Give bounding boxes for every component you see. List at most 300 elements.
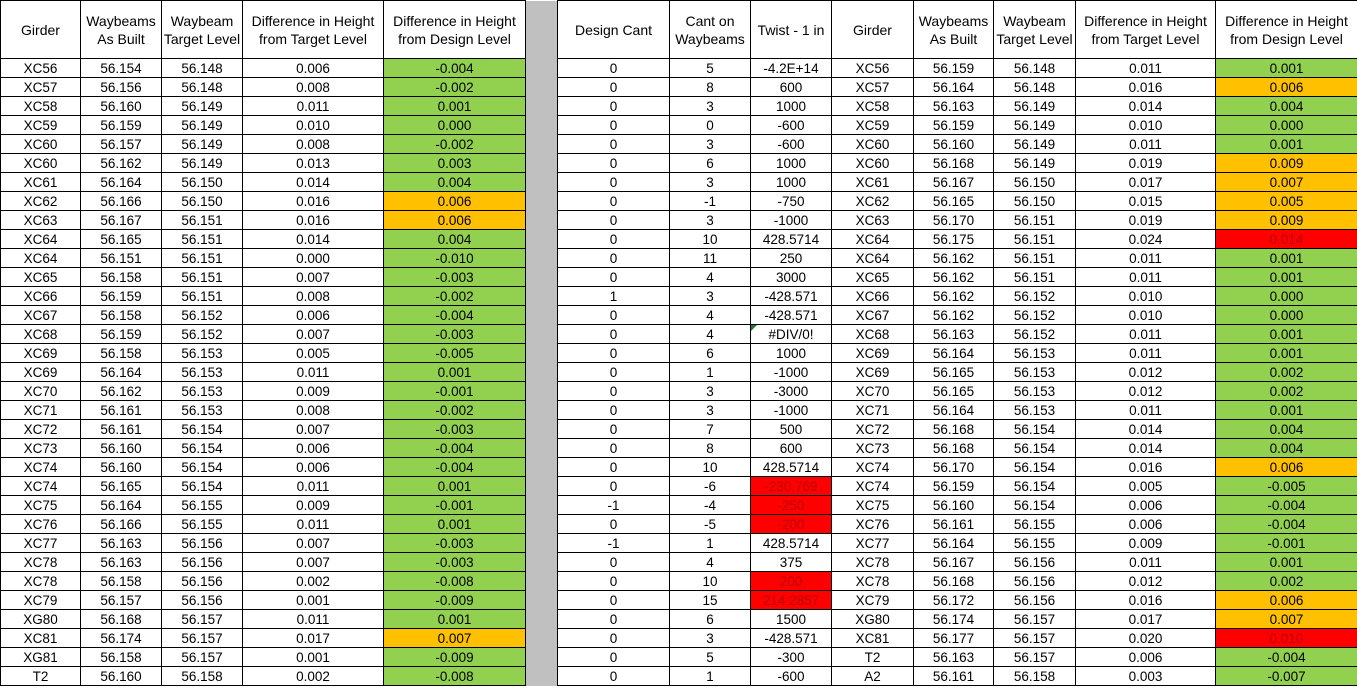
- target-level-cell-2: 56.156: [994, 591, 1076, 610]
- design-cant-cell: 0: [558, 591, 670, 610]
- girder-cell-2: XC70: [832, 382, 914, 401]
- target-level-cell-2: 56.152: [994, 325, 1076, 344]
- diff-design-cell: 0.001: [384, 477, 526, 496]
- diff-design-cell: 0.004: [384, 230, 526, 249]
- girder-cell-2: XC58: [832, 97, 914, 116]
- diff-design-cell-2: -0.005: [1216, 477, 1357, 496]
- header-row: [1, 1, 1357, 59]
- diff-target-cell: 0.011: [243, 610, 384, 629]
- twist-cell: -1000: [751, 363, 832, 382]
- target-level-cell-2: 56.151: [994, 268, 1076, 287]
- as-built-cell: 56.157: [81, 591, 162, 610]
- diff-design-cell: -0.009: [384, 591, 526, 610]
- as-built-cell: 56.160: [81, 458, 162, 477]
- design-cant-cell: 0: [558, 382, 670, 401]
- target-level-cell: 56.149: [162, 135, 243, 154]
- girder-cell: XC69: [1, 363, 81, 382]
- as-built-cell-2: 56.168: [914, 154, 994, 173]
- target-level-cell-2: 56.151: [994, 211, 1076, 230]
- twist-cell: 600: [751, 439, 832, 458]
- twist-cell: 1000: [751, 154, 832, 173]
- girder-cell: XC69: [1, 344, 81, 363]
- target-level-cell: 56.158: [162, 667, 243, 686]
- girder-cell-2: XC67: [832, 306, 914, 325]
- design-cant-cell: 0: [558, 344, 670, 363]
- as-built-cell-2: 56.165: [914, 382, 994, 401]
- as-built-cell: 56.174: [81, 629, 162, 648]
- diff-design-cell-2: 0.007: [1216, 610, 1357, 629]
- header-girder: Girder: [1, 1, 81, 59]
- diff-target-cell: 0.011: [243, 363, 384, 382]
- diff-design-cell-2: 0.001: [1216, 59, 1357, 78]
- as-built-cell: 56.160: [81, 667, 162, 686]
- diff-design-cell-2: 0.001: [1216, 135, 1357, 154]
- as-built-cell: 56.164: [81, 363, 162, 382]
- diff-target-cell-2: 0.020: [1076, 629, 1216, 648]
- diff-design-cell-2: -0.004: [1216, 496, 1357, 515]
- diff-design-cell-2: 0.001: [1216, 344, 1357, 363]
- girder-cell: XC60: [1, 154, 81, 173]
- cant-cell: 3: [670, 211, 751, 230]
- design-cant-cell: 0: [558, 629, 670, 648]
- as-built-cell-2: 56.162: [914, 306, 994, 325]
- diff-design-cell: 0.006: [384, 211, 526, 230]
- design-cant-cell: 0: [558, 667, 670, 686]
- diff-design-cell-2: -0.004: [1216, 515, 1357, 534]
- gap-column: [526, 211, 558, 230]
- target-level-cell-2: 56.154: [994, 439, 1076, 458]
- table-row: [1, 515, 1357, 534]
- diff-design-cell: -0.003: [384, 325, 526, 344]
- header-waybeams-as-built-2: Waybeams As Built: [914, 1, 994, 59]
- gap-column: [526, 154, 558, 173]
- diff-design-cell: -0.003: [384, 268, 526, 287]
- diff-design-cell-2: 0.004: [1216, 439, 1357, 458]
- target-level-cell-2: 56.148: [994, 59, 1076, 78]
- diff-design-cell: 0.001: [384, 610, 526, 629]
- design-cant-cell: 0: [558, 116, 670, 135]
- header-diff-target: Difference in Height from Target Level: [243, 1, 384, 59]
- diff-design-cell: -0.003: [384, 534, 526, 553]
- girder-cell-2: XC69: [832, 344, 914, 363]
- cant-cell: 10: [670, 230, 751, 249]
- target-level-cell: 56.151: [162, 268, 243, 287]
- twist-cell: -1000: [751, 401, 832, 420]
- target-level-cell: 56.153: [162, 363, 243, 382]
- as-built-cell-2: 56.163: [914, 648, 994, 667]
- table-row: [1, 78, 1357, 97]
- as-built-cell-2: 56.162: [914, 268, 994, 287]
- diff-design-cell: -0.010: [384, 249, 526, 268]
- design-cant-cell: 1: [558, 287, 670, 306]
- table-row: [1, 192, 1357, 211]
- girder-cell-2: XC62: [832, 192, 914, 211]
- design-cant-cell: 0: [558, 325, 670, 344]
- header-cant-on-waybeams: Cant on Waybeams: [670, 1, 751, 59]
- diff-target-cell: 0.008: [243, 287, 384, 306]
- gap-column: [526, 268, 558, 287]
- design-cant-cell: 0: [558, 59, 670, 78]
- gap-column: [526, 610, 558, 629]
- design-cant-cell: 0: [558, 515, 670, 534]
- girder-cell-2: XC74: [832, 458, 914, 477]
- table-row: [1, 230, 1357, 249]
- diff-target-cell-2: 0.011: [1076, 268, 1216, 287]
- diff-design-cell: -0.003: [384, 420, 526, 439]
- cant-cell: 1: [670, 363, 751, 382]
- diff-target-cell-2: 0.011: [1076, 344, 1216, 363]
- gap-column: [526, 458, 558, 477]
- cant-cell: -6: [670, 477, 751, 496]
- twist-cell: -1000: [751, 211, 832, 230]
- girder-cell: XC71: [1, 401, 81, 420]
- diff-design-cell: -0.002: [384, 287, 526, 306]
- table-row: [1, 97, 1357, 116]
- target-level-cell: 56.149: [162, 116, 243, 135]
- header-twist: Twist - 1 in: [751, 1, 832, 59]
- as-built-cell-2: 56.159: [914, 59, 994, 78]
- twist-cell: #DIV/0!: [751, 325, 832, 344]
- diff-design-cell-2: -0.004: [1216, 648, 1357, 667]
- girder-cell-2: XC81: [832, 629, 914, 648]
- as-built-cell-2: 56.170: [914, 211, 994, 230]
- girder-cell: XC64: [1, 249, 81, 268]
- target-level-cell-2: 56.148: [994, 78, 1076, 97]
- diff-target-cell-2: 0.003: [1076, 667, 1216, 686]
- diff-target-cell: 0.002: [243, 572, 384, 591]
- target-level-cell-2: 56.153: [994, 363, 1076, 382]
- diff-target-cell-2: 0.014: [1076, 97, 1216, 116]
- diff-target-cell: 0.005: [243, 344, 384, 363]
- diff-design-cell-2: 0.006: [1216, 458, 1357, 477]
- cant-cell: 1: [670, 667, 751, 686]
- target-level-cell-2: 56.155: [994, 534, 1076, 553]
- girder-cell-2: XG80: [832, 610, 914, 629]
- as-built-cell-2: 56.172: [914, 591, 994, 610]
- target-level-cell-2: 56.151: [994, 249, 1076, 268]
- cant-cell: -1: [670, 192, 751, 211]
- diff-target-cell: 0.016: [243, 211, 384, 230]
- cant-cell: 15: [670, 591, 751, 610]
- gap-column: [526, 135, 558, 154]
- girder-cell: XC62: [1, 192, 81, 211]
- target-level-cell: 56.156: [162, 572, 243, 591]
- girder-cell: XC56: [1, 59, 81, 78]
- diff-target-cell: 0.016: [243, 192, 384, 211]
- table-row: [1, 401, 1357, 420]
- girder-cell-2: XC59: [832, 116, 914, 135]
- girder-cell: XC59: [1, 116, 81, 135]
- diff-target-cell: 0.007: [243, 553, 384, 572]
- target-level-cell: 56.151: [162, 211, 243, 230]
- as-built-cell: 56.158: [81, 572, 162, 591]
- girder-cell: XC58: [1, 97, 81, 116]
- diff-design-cell: 0.007: [384, 629, 526, 648]
- gap-column: [526, 59, 558, 78]
- diff-target-cell: 0.007: [243, 325, 384, 344]
- girder-cell: XC74: [1, 477, 81, 496]
- as-built-cell: 56.167: [81, 211, 162, 230]
- design-cant-cell: 0: [558, 154, 670, 173]
- diff-design-cell-2: 0.006: [1216, 591, 1357, 610]
- girder-cell: XC76: [1, 515, 81, 534]
- diff-design-cell-2: 0.002: [1216, 382, 1357, 401]
- diff-target-cell: 0.000: [243, 249, 384, 268]
- as-built-cell-2: 56.165: [914, 192, 994, 211]
- diff-design-cell-2: 0.009: [1216, 211, 1357, 230]
- diff-design-cell: 0.001: [384, 97, 526, 116]
- header-design-cant: Design Cant: [558, 1, 670, 59]
- girder-cell: XC63: [1, 211, 81, 230]
- as-built-cell: 56.159: [81, 287, 162, 306]
- diff-design-cell: -0.002: [384, 135, 526, 154]
- diff-target-cell: 0.006: [243, 59, 384, 78]
- diff-design-cell-2: 0.001: [1216, 325, 1357, 344]
- diff-target-cell-2: 0.017: [1076, 173, 1216, 192]
- as-built-cell-2: 56.162: [914, 249, 994, 268]
- design-cant-cell: 0: [558, 249, 670, 268]
- target-level-cell: 56.155: [162, 515, 243, 534]
- as-built-cell: 56.159: [81, 116, 162, 135]
- diff-design-cell-2: 0.014: [1216, 230, 1357, 249]
- diff-target-cell: 0.007: [243, 268, 384, 287]
- diff-target-cell: 0.009: [243, 496, 384, 515]
- as-built-cell: 56.166: [81, 515, 162, 534]
- gap-column: [526, 496, 558, 515]
- design-cant-cell: 0: [558, 420, 670, 439]
- design-cant-cell: 0: [558, 173, 670, 192]
- table-row: [1, 59, 1357, 78]
- header-diff-design-2: Difference in Height from Design Level: [1216, 1, 1357, 59]
- as-built-cell-2: 56.175: [914, 230, 994, 249]
- design-cant-cell: 0: [558, 477, 670, 496]
- target-level-cell-2: 56.157: [994, 648, 1076, 667]
- target-level-cell: 56.152: [162, 306, 243, 325]
- target-level-cell: 56.153: [162, 344, 243, 363]
- girder-cell-2: XC76: [832, 515, 914, 534]
- girder-cell-2: XC64: [832, 230, 914, 249]
- as-built-cell-2: 56.167: [914, 173, 994, 192]
- twist-cell: 500: [751, 420, 832, 439]
- diff-design-cell-2: 0.001: [1216, 401, 1357, 420]
- table-row: [1, 648, 1357, 667]
- as-built-cell: 56.164: [81, 173, 162, 192]
- diff-target-cell: 0.006: [243, 439, 384, 458]
- as-built-cell: 56.162: [81, 382, 162, 401]
- table-row: [1, 591, 1357, 610]
- girder-cell: XC79: [1, 591, 81, 610]
- diff-target-cell-2: 0.016: [1076, 458, 1216, 477]
- twist-cell: -428.571: [751, 306, 832, 325]
- gap-column: [526, 515, 558, 534]
- diff-design-cell-2: 0.007: [1216, 173, 1357, 192]
- cant-cell: 10: [670, 458, 751, 477]
- gap-column: [526, 534, 558, 553]
- gap-column: [526, 477, 558, 496]
- girder-cell-2: XC78: [832, 572, 914, 591]
- design-cant-cell: 0: [558, 439, 670, 458]
- diff-target-cell-2: 0.024: [1076, 230, 1216, 249]
- diff-target-cell-2: 0.006: [1076, 496, 1216, 515]
- gap-column: [526, 363, 558, 382]
- target-level-cell-2: 56.149: [994, 116, 1076, 135]
- cant-cell: 3: [670, 135, 751, 154]
- gap-column: [526, 667, 558, 686]
- diff-target-cell: 0.009: [243, 382, 384, 401]
- target-level-cell: 56.151: [162, 249, 243, 268]
- diff-target-cell-2: 0.006: [1076, 648, 1216, 667]
- twist-cell: -600: [751, 135, 832, 154]
- as-built-cell-2: 56.174: [914, 610, 994, 629]
- diff-design-cell-2: 0.001: [1216, 249, 1357, 268]
- girder-cell: XC73: [1, 439, 81, 458]
- as-built-cell-2: 56.162: [914, 287, 994, 306]
- table-row: [1, 268, 1357, 287]
- diff-target-cell: 0.014: [243, 230, 384, 249]
- cant-cell: 0: [670, 116, 751, 135]
- girder-cell: XC77: [1, 534, 81, 553]
- as-built-cell: 56.165: [81, 230, 162, 249]
- as-built-cell-2: 56.160: [914, 496, 994, 515]
- cant-cell: 3: [670, 629, 751, 648]
- diff-target-cell-2: 0.012: [1076, 363, 1216, 382]
- diff-target-cell-2: 0.010: [1076, 287, 1216, 306]
- diff-design-cell: 0.003: [384, 154, 526, 173]
- header-waybeam-target-level-2: Waybeam Target Level: [994, 1, 1076, 59]
- girder-cell-2: XC69: [832, 363, 914, 382]
- as-built-cell: 56.158: [81, 268, 162, 287]
- table-row: [1, 477, 1357, 496]
- diff-design-cell: 0.001: [384, 363, 526, 382]
- girder-cell: XC66: [1, 287, 81, 306]
- cant-cell: 7: [670, 420, 751, 439]
- target-level-cell: 56.156: [162, 591, 243, 610]
- girder-cell: XG81: [1, 648, 81, 667]
- target-level-cell-2: 56.153: [994, 344, 1076, 363]
- diff-target-cell-2: 0.015: [1076, 192, 1216, 211]
- diff-design-cell-2: 0.002: [1216, 572, 1357, 591]
- target-level-cell-2: 56.153: [994, 401, 1076, 420]
- girder-cell: XC72: [1, 420, 81, 439]
- girder-cell-2: XC78: [832, 553, 914, 572]
- target-level-cell-2: 56.155: [994, 515, 1076, 534]
- girder-cell-2: A2: [832, 667, 914, 686]
- twist-cell: -230.769: [751, 477, 832, 496]
- as-built-cell-2: 56.168: [914, 439, 994, 458]
- target-level-cell-2: 56.149: [994, 135, 1076, 154]
- target-level-cell-2: 56.154: [994, 420, 1076, 439]
- gap-column: [526, 401, 558, 420]
- target-level-cell: 56.154: [162, 477, 243, 496]
- diff-target-cell: 0.008: [243, 78, 384, 97]
- gap-column: [526, 648, 558, 667]
- girder-cell-2: XC65: [832, 268, 914, 287]
- diff-design-cell-2: 0.005: [1216, 192, 1357, 211]
- table-row: [1, 211, 1357, 230]
- table-row: [1, 135, 1357, 154]
- diff-design-cell-2: 0.006: [1216, 78, 1357, 97]
- twist-cell: -300: [751, 648, 832, 667]
- diff-target-cell: 0.010: [243, 116, 384, 135]
- twist-cell: 600: [751, 78, 832, 97]
- twist-cell: 375: [751, 553, 832, 572]
- target-level-cell-2: 56.151: [994, 230, 1076, 249]
- diff-target-cell-2: 0.017: [1076, 610, 1216, 629]
- twist-cell: -750: [751, 192, 832, 211]
- design-cant-cell: 0: [558, 306, 670, 325]
- target-level-cell-2: 56.152: [994, 306, 1076, 325]
- diff-target-cell-2: 0.019: [1076, 154, 1216, 173]
- twist-cell: 250: [751, 249, 832, 268]
- gap-column: [526, 382, 558, 401]
- girder-cell-2: XC64: [832, 249, 914, 268]
- twist-cell: 1500: [751, 610, 832, 629]
- target-level-cell: 56.152: [162, 325, 243, 344]
- target-level-cell-2: 56.150: [994, 173, 1076, 192]
- diff-target-cell-2: 0.006: [1076, 515, 1216, 534]
- twist-cell: -600: [751, 667, 832, 686]
- girder-cell-2: XC56: [832, 59, 914, 78]
- diff-target-cell-2: 0.012: [1076, 572, 1216, 591]
- table-row: [1, 344, 1357, 363]
- diff-target-cell: 0.014: [243, 173, 384, 192]
- twist-cell: 1000: [751, 97, 832, 116]
- table-row: [1, 458, 1357, 477]
- design-cant-cell: 0: [558, 78, 670, 97]
- table-row: [1, 496, 1357, 515]
- gap-column: [526, 97, 558, 116]
- twist-cell: -200: [751, 515, 832, 534]
- diff-target-cell-2: 0.011: [1076, 135, 1216, 154]
- gap-column: [526, 287, 558, 306]
- girder-cell: XC57: [1, 78, 81, 97]
- as-built-cell-2: 56.159: [914, 477, 994, 496]
- diff-target-cell: 0.011: [243, 97, 384, 116]
- target-level-cell: 56.154: [162, 420, 243, 439]
- as-built-cell-2: 56.164: [914, 401, 994, 420]
- diff-design-cell: -0.005: [384, 344, 526, 363]
- target-level-cell-2: 56.154: [994, 477, 1076, 496]
- diff-design-cell: -0.004: [384, 59, 526, 78]
- target-level-cell: 56.157: [162, 629, 243, 648]
- table-row: [1, 610, 1357, 629]
- diff-target-cell-2: 0.011: [1076, 325, 1216, 344]
- target-level-cell: 56.153: [162, 401, 243, 420]
- table-row: [1, 534, 1357, 553]
- as-built-cell-2: 56.163: [914, 325, 994, 344]
- cant-cell: 4: [670, 325, 751, 344]
- design-cant-cell: 0: [558, 135, 670, 154]
- target-level-cell: 56.150: [162, 173, 243, 192]
- design-cant-cell: 0: [558, 401, 670, 420]
- gap-column: [526, 173, 558, 192]
- gap-column: [526, 192, 558, 211]
- target-level-cell: 56.154: [162, 458, 243, 477]
- as-built-cell-2: 56.160: [914, 135, 994, 154]
- diff-design-cell-2: 0.002: [1216, 363, 1357, 382]
- target-level-cell: 56.150: [162, 192, 243, 211]
- cant-cell: 10: [670, 572, 751, 591]
- girder-cell: XC78: [1, 572, 81, 591]
- diff-design-cell: -0.001: [384, 496, 526, 515]
- diff-target-cell-2: 0.019: [1076, 211, 1216, 230]
- header-diff-target-2: Difference in Height from Target Level: [1076, 1, 1216, 59]
- gap-column: [526, 116, 558, 135]
- twist-cell: 1000: [751, 344, 832, 363]
- gap-column: [526, 1, 558, 59]
- target-level-cell: 56.148: [162, 59, 243, 78]
- diff-design-cell: -0.002: [384, 78, 526, 97]
